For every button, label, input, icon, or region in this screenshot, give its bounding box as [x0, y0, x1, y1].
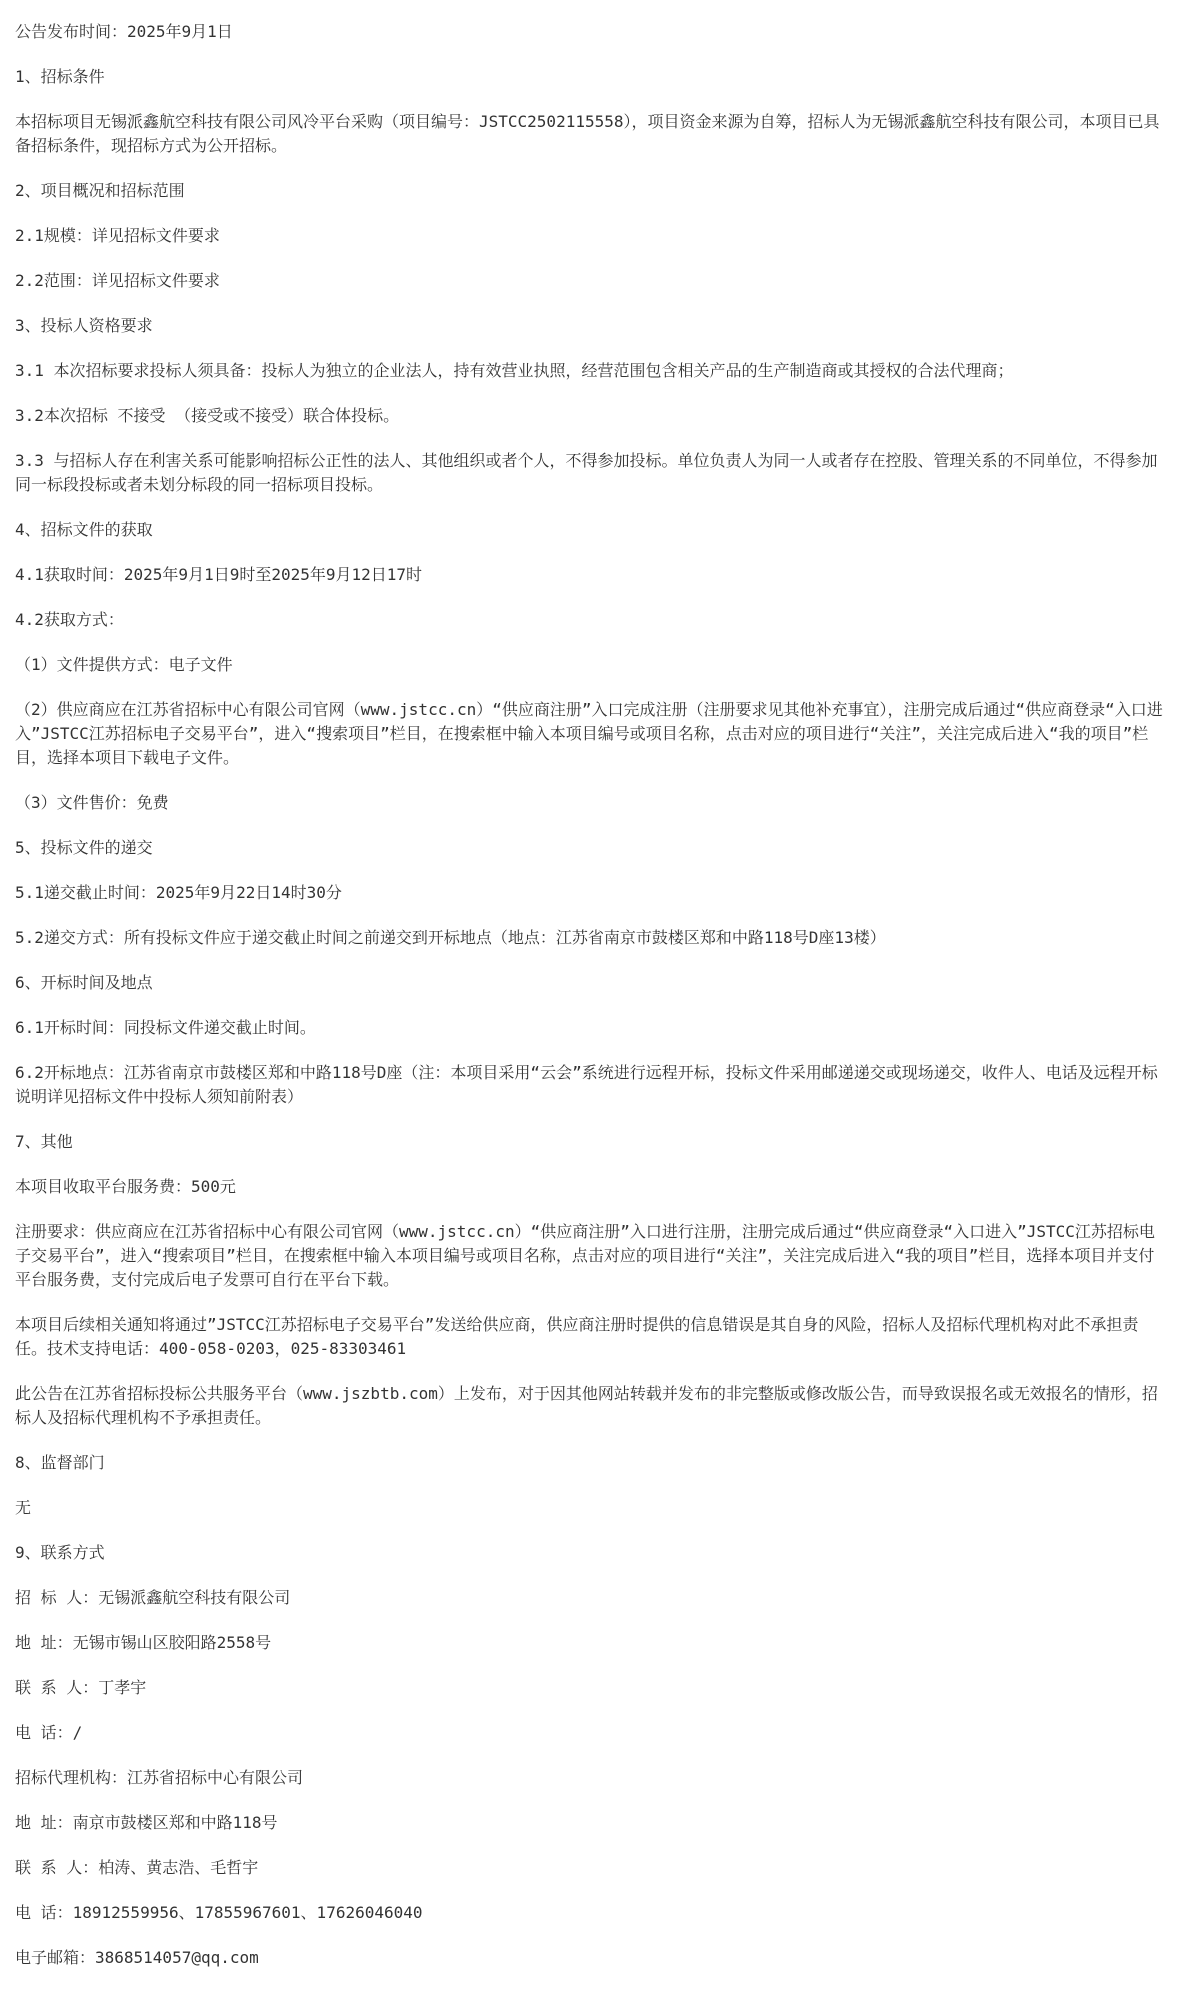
- submission-method: 5.2递交方式：所有投标文件应于递交截止时间之前递交到开标地点（地点：江苏省南京市鼓楼区郑和中路118号D座13楼）: [15, 928, 886, 947]
- tender-conditions-text: 本招标项目无锡派鑫航空科技有限公司风冷平台采购（项目编号：JSTCC2502115558），项目资金来源为自筹，招标人为无锡派鑫航空科技有限公司，本项目已具备招标条件，现招标方式为公开招标。: [15, 112, 1160, 155]
- qualification-3-1: 3.1 本次招标要求投标人须具备：投标人为独立的企业法人，持有效营业执照，经营范围包含相关产品的生产制造商或其授权的合法代理商；: [15, 361, 1014, 380]
- supervision-department: 无: [15, 1498, 32, 1517]
- opening-time: 6.1开标时间：同投标文件递交截止时间。: [15, 1018, 316, 1037]
- contact-agency-address: 地 址：南京市鼓楼区郑和中路118号: [15, 1813, 278, 1832]
- obtain-time: 4.1获取时间：2025年9月1日9时至2025年9月12日17时: [15, 565, 423, 584]
- section-heading-opening: 6、开标时间及地点: [15, 973, 153, 992]
- contact-tenderer-address: 地 址：无锡市锡山区胶阳路2558号: [15, 1633, 272, 1652]
- platform-service-fee: 本项目收取平台服务费：500元: [15, 1177, 236, 1196]
- section-heading-submission: 5、投标文件的递交: [15, 838, 153, 857]
- section-heading-supervision: 8、监督部门: [15, 1453, 105, 1472]
- project-scope: 2.2范围：详见招标文件要求: [15, 271, 220, 290]
- section-heading-tender-conditions: 1、招标条件: [15, 67, 105, 86]
- obtain-method: 4.2获取方式：: [15, 610, 124, 629]
- obtain-method-3: （3）文件售价：免费: [15, 793, 169, 812]
- section-heading-project-overview: 2、项目概况和招标范围: [15, 181, 185, 200]
- follow-up-notice: 本项目后续相关通知将通过”JSTCC江苏招标电子交易平台”发送给供应商，供应商注册时提供的信息错误是其自身的风险，招标人及招标代理机构对此不承担责任。技术支持电话：400-058-0203，025-83303461: [15, 1315, 1139, 1358]
- contact-tenderer: 招 标 人：无锡派鑫航空科技有限公司: [15, 1588, 291, 1607]
- registration-requirements: 注册要求：供应商应在江苏省招标中心有限公司官网（www.jstcc.cn）“供应商注册”入口进行注册，注册完成后通过“供应商登录“入口进入”JSTCC江苏招标电子交易平台”，进入“搜索项目”栏目，在搜索框中输入本项目编号或项目名称，点击对应的项目进行“关注”，关注完成后进入“我的项目”栏目，选择本项目并支付平台服务费，支付完成后电子发票可自行在平台下载。: [15, 1222, 1155, 1289]
- submission-deadline: 5.1递交截止时间：2025年9月22日14时30分: [15, 883, 342, 902]
- section-heading-bidder-qualifications: 3、投标人资格要求: [15, 316, 153, 335]
- publish-date: 公告发布时间：2025年9月1日: [15, 22, 233, 41]
- obtain-method-2: （2）供应商应在江苏省招标中心有限公司官网（www.jstcc.cn）“供应商注册”入口完成注册（注册要求见其他补充事宜），注册完成后通过“供应商登录“入口进入”JSTCC江苏招标电子交易平台”，进入“搜索项目”栏目，在搜索框中输入本项目编号或项目名称，点击对应的项目进行“关注”，关注完成后进入“我的项目”栏目，选择本项目下载电子文件。: [15, 700, 1163, 767]
- qualification-3-3: 3.3 与招标人存在利害关系可能影响招标公正性的法人、其他组织或者个人，不得参加投标。单位负责人为同一人或者存在控股、管理关系的不同单位，不得参加同一标段投标或者未划分标段的同一招标项目投标。: [15, 451, 1158, 494]
- section-heading-obtain-documents: 4、招标文件的获取: [15, 520, 153, 539]
- contact-agency: 招标代理机构：江苏省招标中心有限公司: [15, 1768, 304, 1787]
- section-heading-contact: 9、联系方式: [15, 1543, 105, 1562]
- section-heading-other: 7、其他: [15, 1132, 73, 1151]
- project-scale: 2.1规模：详见招标文件要求: [15, 226, 220, 245]
- contact-agency-persons: 联 系 人：柏涛、黄志浩、毛哲宇: [15, 1858, 259, 1877]
- contact-agency-email: 电子邮箱：3868514057@qq.com: [15, 1948, 259, 1967]
- qualification-3-2: 3.2本次招标 不接受 （接受或不接受）联合体投标。: [15, 406, 400, 425]
- contact-agency-phone: 电 话：18912559956、17855967601、17626046040: [15, 1903, 423, 1922]
- contact-tenderer-person: 联 系 人：丁孝宇: [15, 1678, 147, 1697]
- contact-tenderer-phone: 电 话：/: [15, 1723, 83, 1742]
- opening-location: 6.2开标地点：江苏省南京市鼓楼区郑和中路118号D座（注：本项目采用“云会”系统进行远程开标，投标文件采用邮递递交或现场递交，收件人、电话及远程开标说明详见招标文件中投标人须知前附表）: [15, 1063, 1158, 1106]
- publication-statement: 此公告在江苏省招标投标公共服务平台（www.jszbtb.com）上发布，对于因其他网站转载并发布的非完整版或修改版公告，而导致误报名或无效报名的情形，招标人及招标代理机构不予承担责任。: [15, 1384, 1158, 1427]
- obtain-method-1: （1）文件提供方式：电子文件: [15, 655, 233, 674]
